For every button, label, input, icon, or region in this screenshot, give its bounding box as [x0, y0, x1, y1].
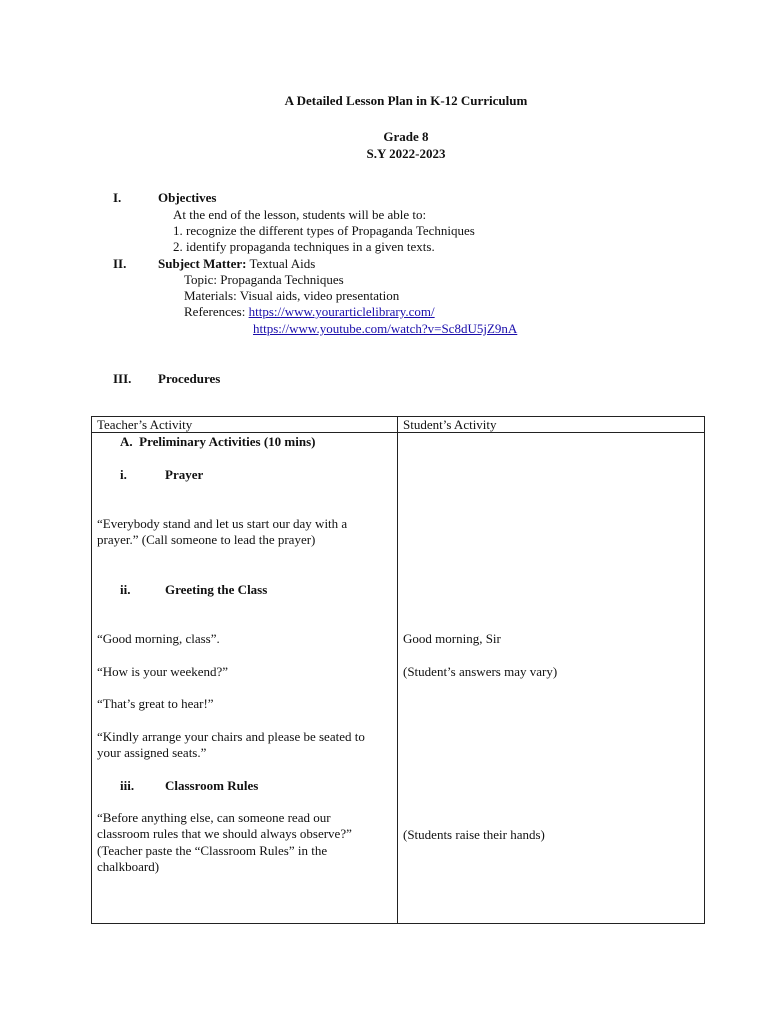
student-raise-hands: (Students raise their hands)	[403, 827, 545, 842]
greeting-heading: Greeting the Class	[165, 582, 268, 597]
subject-matter-value: Textual Aids	[249, 256, 316, 271]
rules-text: chalkboard)	[97, 859, 160, 874]
procedures-heading: Procedures	[158, 371, 221, 386]
subject-matter-numeral: II.	[113, 256, 127, 271]
objective-item: 2. identify propaganda techniques in a given texts.	[173, 239, 435, 254]
subject-matter-line	[158, 256, 315, 272]
prayer-text: “Everybody stand and let us start our day with a	[97, 516, 348, 531]
arrange-text: “Kindly arrange your chairs and please be seated to	[97, 729, 365, 744]
reference-link[interactable]: https://www.youtube.com/watch?v=Sc8dU5jZ9nA	[253, 321, 518, 336]
topic-line	[184, 272, 344, 288]
prayer-text: prayer.” (Call someone to lead the prayer)	[97, 532, 316, 547]
student-answers: (Student’s answers may vary)	[403, 664, 558, 679]
references-label: References:	[184, 304, 246, 319]
reference-link[interactable]: https://www.yourarticlelibrary.com/	[248, 304, 435, 319]
subject-matter-heading: Subject Matter:	[158, 256, 247, 271]
prayer-heading: Prayer	[165, 467, 204, 482]
objective-item: 1. recognize the different types of Propaganda Techniques	[173, 223, 475, 238]
procedures-table	[91, 416, 705, 924]
school-year-label: S.Y 2022-2023	[366, 146, 446, 161]
topic-value: Propaganda Techniques	[220, 272, 344, 287]
materials-line: Materials: Visual aids, video presentation	[184, 288, 400, 303]
rules-text: “Before anything else, can someone read our	[97, 810, 331, 825]
teacher-activity-header: Teacher’s Activity	[97, 417, 193, 432]
rules-text: (Teacher paste the “Classroom Rules” in the	[97, 843, 328, 858]
rules-text: classroom rules that we should always observe?”	[97, 826, 352, 841]
objectives-intro: At the end of the lesson, students will be able to:	[173, 207, 427, 222]
grade-label: Grade 8	[383, 129, 429, 144]
subsection-numeral: ii.	[120, 582, 131, 597]
column-divider	[397, 417, 398, 923]
great-text: “That’s great to hear!”	[97, 696, 214, 711]
arrange-text: your assigned seats.”	[97, 745, 207, 760]
subsection-numeral: iii.	[120, 778, 135, 793]
student-greeting: Good morning, Sir	[403, 631, 501, 646]
objectives-numeral: I.	[113, 190, 122, 205]
topic-label: Topic:	[184, 272, 218, 287]
reference-link-2-row	[253, 321, 517, 337]
subsection-numeral: i.	[120, 467, 127, 482]
document-title: A Detailed Lesson Plan in K-12 Curriculum	[284, 93, 528, 108]
procedures-numeral: III.	[113, 371, 132, 386]
objectives-heading: Objectives	[158, 190, 217, 205]
classroom-rules-heading: Classroom Rules	[165, 778, 259, 793]
weekend-text: “How is your weekend?”	[97, 664, 229, 679]
section-a-heading: A. Preliminary Activities (10 mins)	[120, 434, 316, 449]
greeting-text: “Good morning, class”.	[97, 631, 220, 646]
references-line	[184, 304, 435, 320]
student-activity-header: Student’s Activity	[403, 417, 497, 432]
